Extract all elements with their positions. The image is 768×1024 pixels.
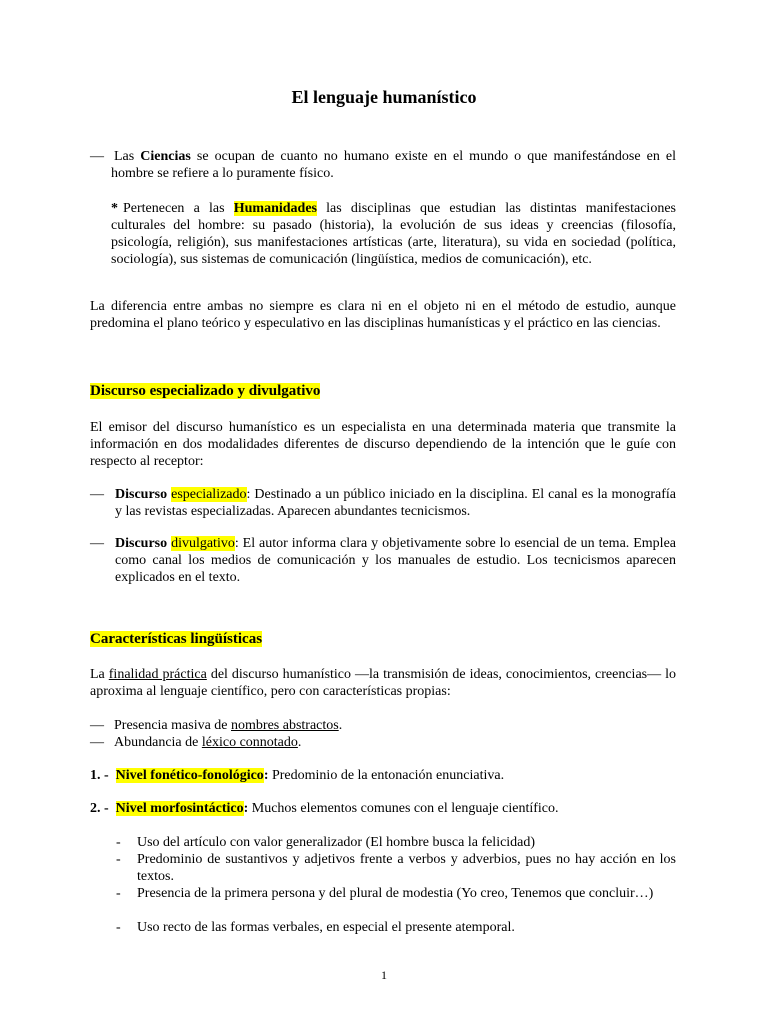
emisor-paragraph: El emisor del discurso humanístico es un especialista en una determinada materia que transmite la información en dos modalidades diferentes de discurso dependiendo de la intención que le guíe con respecto al receptor: [90, 420, 676, 469]
fonetico-highlight: Nivel fonético-fonológico [115, 768, 264, 783]
dash-bullet: — [90, 487, 104, 502]
ciencias-paragraph [111, 148, 676, 182]
subitem-formas-verbales: Uso recto de las formas verbales, en especial el presente atemporal. [137, 920, 515, 935]
hyphen-bullet: - [116, 835, 121, 850]
item1-text: : Destinado a un público iniciado en la disciplina. El canal es la monografía y las revistas especializadas. Aparecen abundantes tecnicismos. [115, 487, 676, 519]
divulgativo-highlight: divulgativo [171, 536, 235, 551]
item1-bold: Discurso [115, 487, 172, 502]
hyphen-bullet: - [116, 852, 121, 867]
subitem-primera-persona: Presencia de la primera persona y del plural de modestia (Yo creo, Tenemos que concluir…) [137, 886, 654, 901]
star-bullet: * [111, 201, 118, 216]
humanidades-paragraph [111, 200, 676, 268]
page-title: El lenguaje humanístico [291, 87, 477, 107]
subitem-articulo: Uso del artículo con valor generalizador (El hombre busca la felicidad) [137, 835, 536, 850]
abstractos-item [114, 717, 342, 734]
bullet2-pre: Abundancia de [114, 735, 202, 750]
ciencias-text-post: se ocupan de cuanto no humano existe en el mundo o que manifestándose en el hombre se refiere a lo puramente físico. [111, 149, 676, 181]
connotado-item [114, 734, 301, 751]
bullet2-underline: léxico connotado [201, 735, 298, 750]
finalidad-text-post: del discurso humanístico —la transmisión de ideas, conocimientos, creencias— lo aproxima al lenguaje científico, pero con características propias: [90, 667, 676, 699]
section-heading-caracteristicas [90, 631, 262, 648]
ciencias-bold: Ciencias [140, 149, 191, 164]
morfosintactico-highlight: Nivel morfosintáctico [115, 801, 244, 816]
level1-colon: : [263, 768, 269, 783]
humanidades-text-post: las disciplinas que estudian las distintas manifestaciones culturales del hombre: su pasado (historia), la evolución de sus ideas y creencias (filosofía, psicología, religión), sus manifestaciones artísticas (arte, literatura), su vida en sociedad (política, sociología), sus sistemas de comunicación (lingüística, medios de comunicación), etc. [111, 201, 676, 267]
finalidad-paragraph [90, 666, 676, 700]
dash-bullet: — [90, 536, 104, 551]
level2-text: Muchos elementos comunes con el lenguaje científico. [248, 801, 559, 816]
level1-number: 1. - [90, 768, 109, 783]
bullet1-post: . [338, 718, 343, 733]
nivel-fonetico-line [90, 767, 504, 784]
level1-text: Predominio de la entonación enunciativa. [268, 768, 505, 783]
subitem-sustantivos: Predominio de sustantivos y adjetivos frente a verbos y adverbios, pues no hay acción en los textos. [137, 852, 676, 884]
humanidades-highlight: Humanidades [233, 201, 317, 216]
dash-bullet: — [90, 735, 104, 750]
divulgativo-item [115, 535, 676, 586]
especializado-highlight: especializado [171, 487, 247, 502]
item2-text: : El autor informa clara y objetivamente sobre lo esencial de un tema. Emplea como canal los medios de comunicación y los manuales de estudio. Los tecnicismos aparecen explicados en el texto. [115, 536, 676, 585]
level2-number: 2. - [90, 801, 109, 816]
hyphen-bullet: - [116, 920, 121, 935]
bullet1-underline: nombres abstractos [231, 718, 339, 733]
finalidad-underline: finalidad práctica [108, 667, 207, 682]
hyphen-bullet: - [116, 886, 121, 901]
especializado-item [115, 486, 676, 520]
section2-heading-text: Características lingüísticas [90, 631, 263, 647]
bullet1-pre: Presencia masiva de [114, 718, 232, 733]
dash-bullet: — [90, 718, 104, 733]
diferencia-paragraph: La diferencia entre ambas no siempre es clara ni en el objeto ni en el método de estudio, aunque predomina el plano teórico y especulativo en las disciplinas humanísticas y el práctico en las ciencias. [90, 299, 676, 331]
finalidad-text-pre: La [90, 667, 109, 682]
level2-colon: : [243, 801, 249, 816]
bullet2-post: . [297, 735, 302, 750]
nivel-morfosintactico-line [90, 800, 559, 817]
section1-heading-text: Discurso especializado y divulgativo [90, 383, 321, 399]
section-heading-discurso [90, 383, 320, 400]
humanidades-text-pre: Pertenecen a las [123, 201, 234, 216]
page-number: 1 [381, 968, 387, 982]
item2-bold: Discurso [115, 536, 172, 551]
ciencias-text-pre: Las [114, 149, 141, 164]
dash-bullet: — [90, 149, 104, 164]
